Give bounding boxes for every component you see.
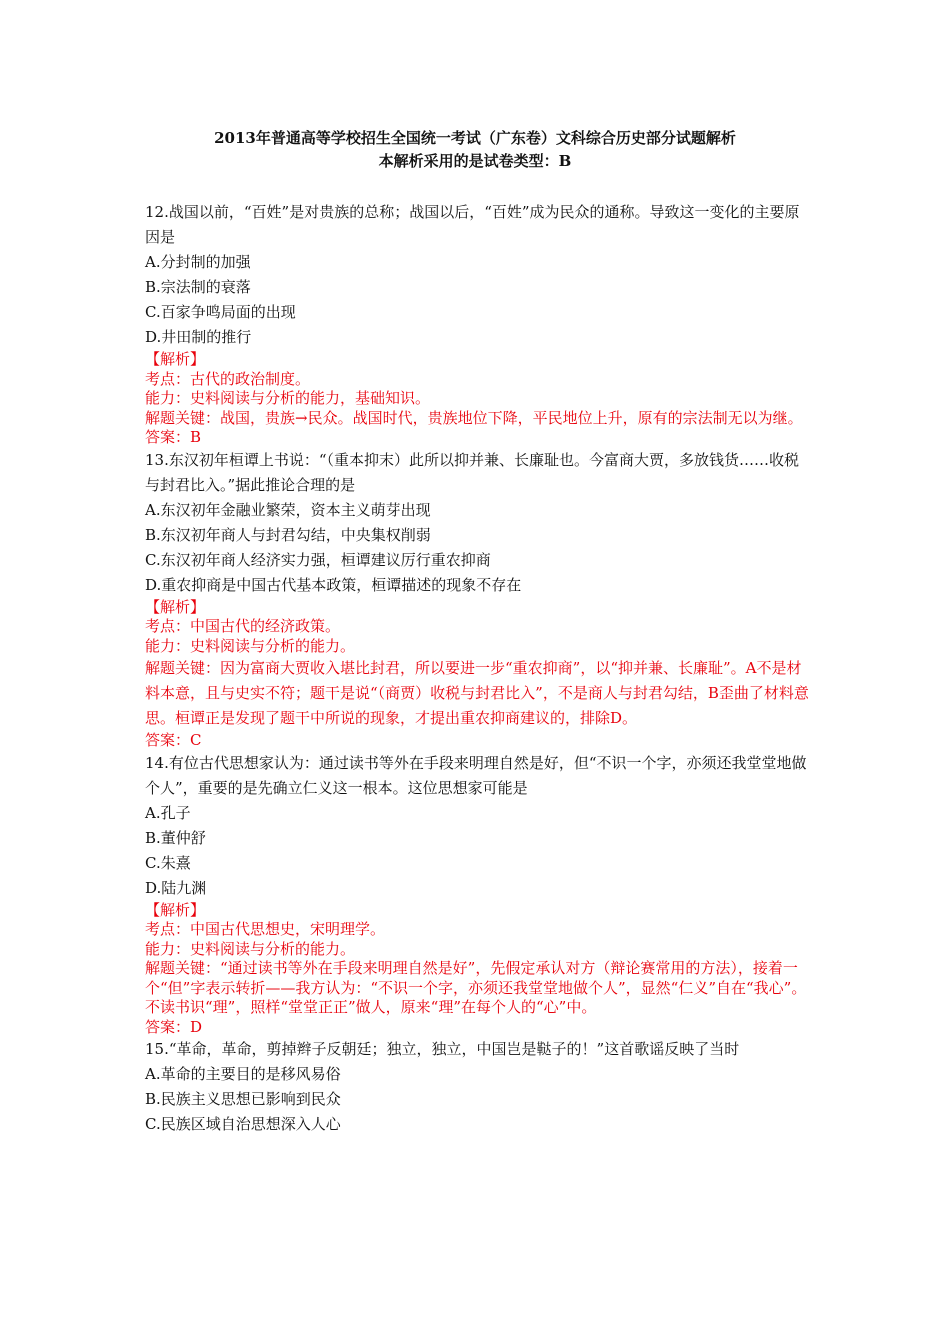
option-c: C.朱熹	[145, 853, 191, 872]
analysis-kaodian: 考点：中国古代思想史，宋明理学。	[145, 920, 386, 938]
question-13	[145, 448, 813, 751]
answer: 答案：D	[145, 1017, 203, 1036]
option-b: B.东汉初年商人与封君勾结，中央集权削弱	[145, 525, 431, 544]
question-14	[145, 751, 813, 1038]
option-c: C.民族区域自治思想深入人心	[145, 1115, 341, 1133]
analysis-label: 【解析】	[145, 900, 206, 919]
option-a: A.分封制的加强	[145, 253, 251, 271]
analysis-label: 【解析】	[145, 350, 206, 368]
question-12	[145, 200, 813, 448]
option-c: C.东汉初年商人经济实力强，桓谭建议厉行重农抑商	[145, 550, 491, 569]
analysis-key: 解题关键：“通过读书等外在手段来明理自然是好”，先假定承认对方（辩论赛常用的方法），接着一个“但”字表示转折——我方认为：“不识一个字，亦须还我堂堂地做个人”，显然“仁义”自在“我心”。不读书识“理”，照样“堂堂正正”做人，原来“理”在每个人的“心”中。	[145, 959, 807, 1016]
analysis-nengli: 能力：史料阅读与分析的能力。	[145, 636, 356, 655]
question-stem: 14.有位古代思想家认为：通过读书等外在手段来明理自然是好，但“不识一个字，亦须还我堂堂地做个人”，重要的是先确立仁义这一根本。这位思想家可能是	[145, 753, 807, 797]
answer: 答案：C	[145, 731, 202, 749]
question-15	[145, 1037, 813, 1137]
option-b: B.宗法制的衰落	[145, 278, 251, 296]
analysis-nengli: 能力：史料阅读与分析的能力。	[145, 939, 356, 958]
document-subtitle: 本解析采用的是试卷类型：B	[378, 152, 572, 170]
analysis-key: 解题关键：战国，贵族→民众。战国时代，贵族地位下降，平民地位上升，原有的宗法制无以为继。	[145, 408, 803, 427]
answer: 答案：B	[145, 428, 202, 446]
analysis-kaodian: 考点：中国古代的经济政策。	[145, 617, 341, 635]
option-d: D.陆九渊	[145, 878, 207, 897]
question-stem: 13.东汉初年桓谭上书说：“（重本抑末）此所以抑并兼、长廉耻也。今富商大贾，多放钱货……收税与封君比入。”据此推论合理的是	[145, 450, 800, 494]
option-c: C.百家争鸣局面的出现	[145, 303, 296, 321]
question-stem: 15.“革命，革命，剪掉辫子反朝廷；独立，独立，中国岂是鞑子的！”这首歌谣反映了当时	[145, 1040, 740, 1058]
option-b: B.董仲舒	[145, 828, 206, 847]
option-a: A.孔子	[145, 803, 191, 822]
option-d: D.重农抑商是中国古代基本政策，桓谭描述的现象不存在	[145, 575, 522, 594]
option-d: D.井田制的推行	[145, 328, 252, 346]
analysis-label: 【解析】	[145, 597, 206, 616]
question-stem: 12.战国以前，“百姓”是对贵族的总称；战国以后，“百姓”成为民众的通称。导致这一变化的主要原因是	[145, 203, 800, 246]
option-a: A.革命的主要目的是移风易俗	[145, 1065, 341, 1083]
analysis-nengli: 能力：史料阅读与分析的能力，基础知识。	[145, 389, 431, 407]
option-b: B.民族主义思想已影响到民众	[145, 1090, 341, 1108]
option-a: A.东汉初年金融业繁荣，资本主义萌芽出现	[145, 500, 431, 519]
analysis-key: 解题关键：因为富商大贾收入堪比封君，所以要进一步“重农抑商”，以“抑并兼、长廉耻”。A不是材料本意，且与史实不符；题干是说“（商贾）收税与封君比入”，不是商人与封君勾结，B歪曲了材料意思。桓谭正是发现了题干中所说的现象，才提出重农抑商建议的，排除D。	[145, 659, 809, 727]
document-title: 2013年普通高等学校招生全国统一考试（广东卷）文科综合历史部分试题解析	[214, 129, 736, 147]
question-list	[145, 200, 813, 1137]
analysis-kaodian: 考点：古代的政治制度。	[145, 369, 311, 388]
